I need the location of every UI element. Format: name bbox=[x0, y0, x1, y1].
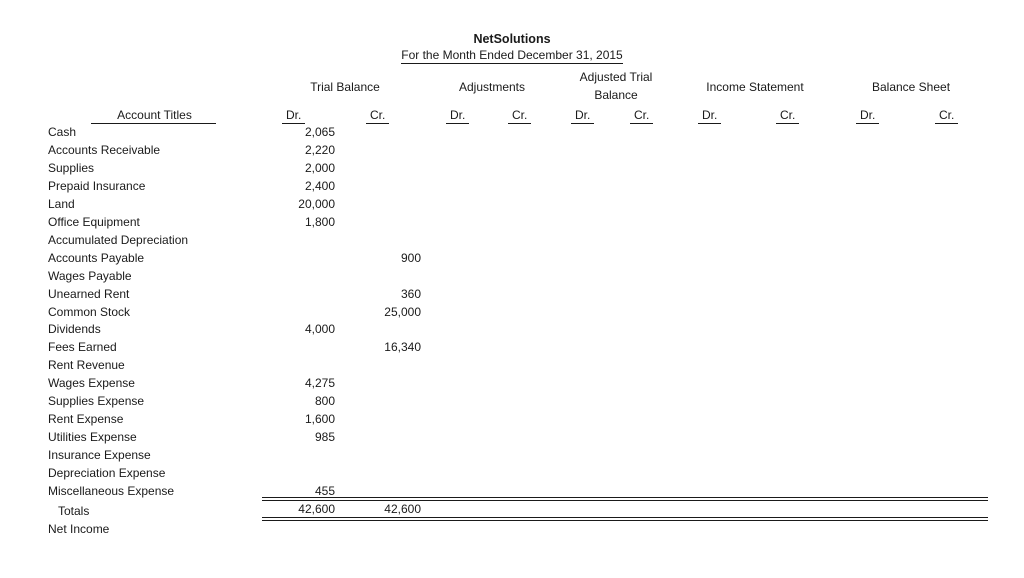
adjusted-dr-header: Dr. bbox=[571, 108, 594, 124]
company-name: NetSolutions bbox=[473, 32, 551, 46]
account-row-supplies-expense: Supplies Expense bbox=[48, 394, 145, 408]
balance-cr-header: Cr. bbox=[935, 108, 958, 124]
land-dr: 20,000 bbox=[298, 197, 335, 211]
adjustments-cr-header: Cr. bbox=[508, 108, 531, 124]
account-row-supplies: Supplies bbox=[48, 161, 95, 175]
account-row-cash: Cash bbox=[48, 125, 77, 139]
common-stock-cr: 25,000 bbox=[384, 305, 421, 319]
account-row-common-stock: Common Stock bbox=[48, 305, 131, 319]
utilities-expense-dr: 985 bbox=[314, 430, 335, 444]
cash-dr: 2,065 bbox=[304, 125, 335, 139]
account-row-rent-expense: Rent Expense bbox=[48, 412, 124, 426]
dividends-dr: 4,000 bbox=[304, 322, 335, 336]
account-row-utilities-expense: Utilities Expense bbox=[48, 430, 137, 444]
office-equipment-dr: 1,800 bbox=[304, 215, 335, 229]
account-row-wages-payable: Wages Payable bbox=[48, 269, 132, 283]
adjusted-trial-header-line1: Adjusted Trial bbox=[579, 70, 653, 84]
adjusted-cr-header: Cr. bbox=[630, 108, 653, 124]
account-row-fees-earned: Fees Earned bbox=[48, 340, 117, 354]
account-titles-header: Account Titles bbox=[91, 108, 216, 124]
prepaid-insurance-dr: 2,400 bbox=[304, 179, 335, 193]
account-row-rent-revenue: Rent Revenue bbox=[48, 358, 125, 372]
accounts-receivable-dr: 2,220 bbox=[304, 143, 335, 157]
account-row-office-equipment: Office Equipment bbox=[48, 215, 140, 229]
unearned-rent-cr: 360 bbox=[400, 287, 421, 301]
account-row-miscellaneous-expense: Miscellaneous Expense bbox=[48, 484, 175, 498]
totals-label: Totals bbox=[58, 504, 90, 518]
income-cr-header: Cr. bbox=[776, 108, 799, 124]
trial-balance-dr-header: Dr. bbox=[282, 108, 305, 124]
miscellaneous-expense-dr: 455 bbox=[314, 484, 335, 498]
account-row-insurance-expense: Insurance Expense bbox=[48, 448, 151, 462]
net-income-label: Net Income bbox=[48, 522, 110, 536]
account-row-land: Land bbox=[48, 197, 75, 211]
accounts-payable-cr: 900 bbox=[400, 251, 421, 265]
account-row-prepaid-insurance: Prepaid Insurance bbox=[48, 179, 146, 193]
totals-cr: 42,600 bbox=[384, 502, 421, 516]
account-row-accumulated-depreciation: Accumulated Depreciation bbox=[48, 233, 189, 247]
balance-dr-header: Dr. bbox=[856, 108, 879, 124]
income-dr-header: Dr. bbox=[698, 108, 721, 124]
totals-bottom-rule-2 bbox=[262, 520, 988, 521]
totals-top-rule-2 bbox=[262, 500, 988, 501]
account-row-accounts-payable: Accounts Payable bbox=[48, 251, 145, 265]
balance-sheet-header: Balance Sheet bbox=[871, 80, 951, 94]
totals-top-rule-1 bbox=[262, 497, 988, 498]
account-row-unearned-rent: Unearned Rent bbox=[48, 287, 130, 301]
totals-dr: 42,600 bbox=[298, 502, 335, 516]
income-statement-header: Income Statement bbox=[706, 80, 804, 94]
wages-expense-dr: 4,275 bbox=[304, 376, 335, 390]
supplies-expense-dr: 800 bbox=[314, 394, 335, 408]
adjustments-dr-header: Dr. bbox=[446, 108, 469, 124]
account-row-wages-expense: Wages Expense bbox=[48, 376, 135, 390]
fees-earned-cr: 16,340 bbox=[384, 340, 421, 354]
adjustments-header: Adjustments bbox=[458, 80, 526, 94]
account-row-accounts-receivable: Accounts Receivable bbox=[48, 143, 161, 157]
trial-balance-header: Trial Balance bbox=[310, 80, 380, 94]
supplies-dr: 2,000 bbox=[304, 161, 335, 175]
adjusted-trial-header-line2: Balance bbox=[594, 88, 638, 102]
trial-balance-cr-header: Cr. bbox=[366, 108, 389, 124]
period-title: For the Month Ended December 31, 2015 bbox=[401, 48, 623, 62]
account-row-dividends: Dividends bbox=[48, 322, 101, 336]
totals-bottom-rule-1 bbox=[262, 517, 988, 518]
account-row-depreciation-expense: Depreciation Expense bbox=[48, 466, 166, 480]
rent-expense-dr: 1,600 bbox=[304, 412, 335, 426]
